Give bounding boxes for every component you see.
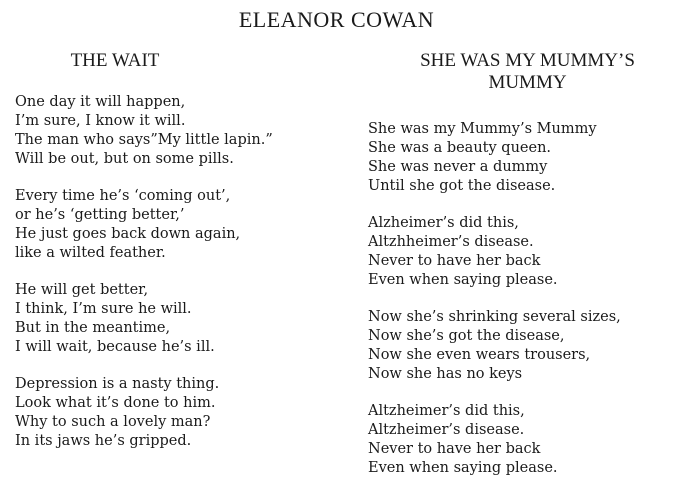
poem-line: Look what it’s done to him. [15, 395, 216, 411]
poem-line: She was never a dummy [368, 159, 548, 175]
poem-line: or he’s ‘getting better,’ [15, 207, 185, 223]
poem-line: Why to such a lovely man? [15, 414, 211, 430]
stanza [15, 93, 273, 169]
poem-line: In its jaws he’s gripped. [15, 433, 192, 449]
stanza [368, 120, 621, 196]
poem-line: Now she’s shrinking several sizes, [368, 309, 621, 325]
poem-title-line: MUMMY [488, 72, 567, 93]
stanza [15, 281, 273, 357]
poem-line: Will be out, but on some pills. [15, 151, 234, 167]
poem-line: Alzheimer’s did this, [368, 215, 519, 231]
poem-line: Never to have her back [368, 253, 541, 269]
poem-line: Now she even wears trousers, [368, 347, 591, 363]
poem-line: One day it will happen, [15, 94, 186, 110]
poem-line: Altzheimer’s disease. [368, 422, 525, 438]
poem-she-was-my-mummys-mummy [368, 120, 621, 496]
poem-line: She was my Mummy’s Mummy [368, 121, 597, 137]
stanza [368, 402, 621, 478]
poem-line: I think, I’m sure he will. [15, 301, 192, 317]
stanza [368, 214, 621, 290]
poem-title-she-was-my-mummys-mummy [390, 50, 665, 94]
poem-line: Altzheimer’s did this, [368, 403, 525, 419]
poem-line: He just goes back down again, [15, 226, 241, 242]
poem-line: like a wilted feather. [15, 245, 166, 261]
poem-line: Never to have her back [368, 441, 541, 457]
poem-line: Until she got the disease. [368, 178, 556, 194]
poem-line: I will wait, because he’s ill. [15, 339, 215, 355]
poem-line: The man who says”My little lapin.” [15, 132, 273, 148]
poem-line: I’m sure, I know it will. [15, 113, 186, 129]
poem-line: He will get better, [15, 282, 149, 298]
poem-line: But in the meantime, [15, 320, 171, 336]
poem-the-wait [15, 93, 273, 469]
poem-line: Every time he’s ‘coming out’, [15, 188, 231, 204]
poem-line: Even when saying please. [368, 460, 558, 476]
author-name: ELEANOR COWAN [238, 7, 435, 32]
poem-line: Now she has no keys [368, 366, 523, 382]
poem-line: Altzhheimer’s disease. [368, 234, 534, 250]
poem-title-the-wait: THE WAIT [70, 50, 160, 71]
poem-line: Depression is a nasty thing. [15, 376, 220, 392]
poem-title-line: SHE WAS MY MUMMY’S [420, 50, 635, 71]
poem-line: She was a beauty queen. [368, 140, 552, 156]
stanza [368, 308, 621, 384]
poem-line: Even when saying please. [368, 272, 558, 288]
stanza [15, 187, 273, 263]
poem-line: Now she’s got the disease, [368, 328, 565, 344]
stanza [15, 375, 273, 451]
